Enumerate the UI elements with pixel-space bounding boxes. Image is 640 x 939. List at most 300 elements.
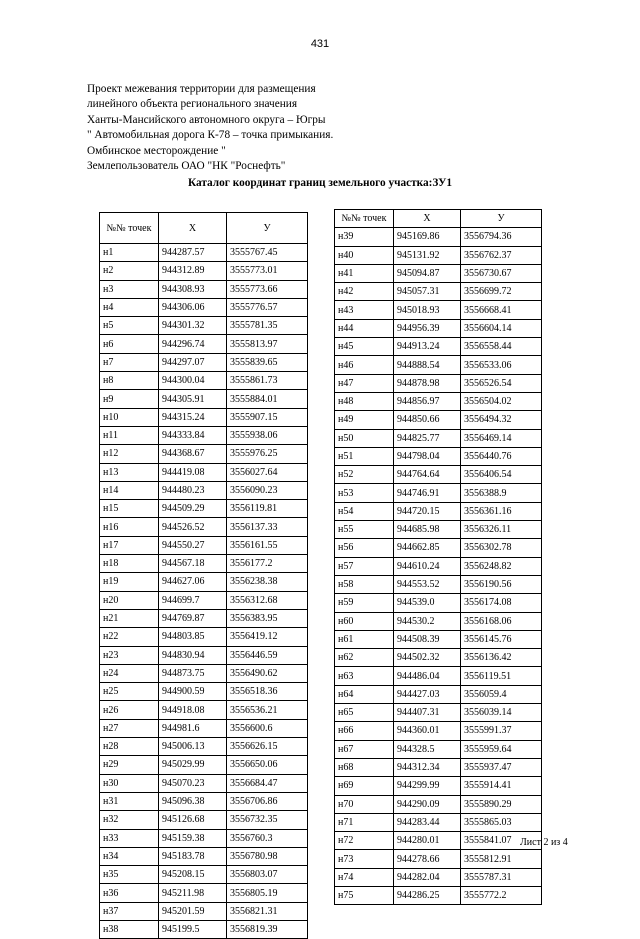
y-coordinate-cell: 3555937.47: [461, 758, 542, 776]
x-coordinate-cell: 944296.74: [159, 335, 227, 353]
table-row: [100, 518, 308, 536]
y-coordinate-cell: 3556819.39: [227, 920, 308, 938]
table-row: [335, 301, 542, 319]
page-number: 431: [310, 38, 330, 50]
table-row: [335, 777, 542, 795]
x-coordinate-cell: 945159.38: [159, 829, 227, 847]
point-id-cell: н17: [100, 536, 159, 554]
y-coordinate-cell: 3556145.76: [461, 630, 542, 648]
table-row: [335, 758, 542, 776]
y-coordinate-cell: 3556803.07: [227, 866, 308, 884]
table-row: [335, 649, 542, 667]
point-id-cell: н69: [335, 777, 394, 795]
table-row: [335, 502, 542, 520]
table-row: [100, 866, 308, 884]
x-coordinate-cell: 944333.84: [159, 426, 227, 444]
point-id-cell: н65: [335, 704, 394, 722]
y-coordinate-cell: 3556383.95: [227, 609, 308, 627]
y-coordinate-cell: 3555914.41: [461, 777, 542, 795]
x-coordinate-cell: 944913.24: [394, 338, 461, 356]
point-id-cell: н59: [335, 594, 394, 612]
point-id-cell: н73: [335, 850, 394, 868]
y-coordinate-cell: 3556059.4: [461, 685, 542, 703]
column-header-y: У: [461, 210, 542, 228]
x-coordinate-cell: 944685.98: [394, 521, 461, 539]
point-id-cell: н1: [100, 244, 159, 262]
point-id-cell: н62: [335, 649, 394, 667]
point-id-cell: н8: [100, 372, 159, 390]
table-header-row: [100, 213, 308, 244]
table-row: [335, 246, 542, 264]
project-header: [87, 82, 447, 174]
y-coordinate-cell: 3556626.15: [227, 738, 308, 756]
header-line: линейного объекта регионального значения: [87, 98, 298, 111]
x-coordinate-cell: 944526.52: [159, 518, 227, 536]
x-coordinate-cell: 944769.87: [159, 609, 227, 627]
table-row: [335, 411, 542, 429]
y-coordinate-cell: 3556137.33: [227, 518, 308, 536]
point-id-cell: н2: [100, 262, 159, 280]
point-id-cell: н16: [100, 518, 159, 536]
catalog-title: Каталог координат границ земельного участка:ЗУ1: [187, 177, 453, 189]
table-row: [335, 850, 542, 868]
coordinates-table-left: [99, 212, 308, 939]
table-row: [100, 353, 308, 371]
point-id-cell: н9: [100, 390, 159, 408]
table-row: [335, 868, 542, 886]
point-id-cell: н67: [335, 740, 394, 758]
y-coordinate-cell: 3556406.54: [461, 466, 542, 484]
point-id-cell: н34: [100, 847, 159, 865]
table-row: [100, 920, 308, 938]
x-coordinate-cell: 944662.85: [394, 539, 461, 557]
x-coordinate-cell: 944981.6: [159, 719, 227, 737]
point-id-cell: н38: [100, 920, 159, 938]
x-coordinate-cell: 945131.92: [394, 246, 461, 264]
table-row: [335, 484, 542, 502]
x-coordinate-cell: 944530.2: [394, 612, 461, 630]
table-row: [335, 283, 542, 301]
y-coordinate-cell: 3556027.64: [227, 463, 308, 481]
point-id-cell: н39: [335, 228, 394, 246]
table-row: [100, 573, 308, 591]
point-id-cell: н45: [335, 338, 394, 356]
x-coordinate-cell: 944312.89: [159, 262, 227, 280]
x-coordinate-cell: 944508.39: [394, 630, 461, 648]
y-coordinate-cell: 3555812.91: [461, 850, 542, 868]
x-coordinate-cell: 944509.29: [159, 500, 227, 518]
y-coordinate-cell: 3556600.6: [227, 719, 308, 737]
x-coordinate-cell: 944315.24: [159, 408, 227, 426]
x-coordinate-cell: 944299.99: [394, 777, 461, 795]
x-coordinate-cell: 944873.75: [159, 664, 227, 682]
table-row: [100, 426, 308, 444]
x-coordinate-cell: 944798.04: [394, 447, 461, 465]
header-line: Омбинское месторождение ": [87, 144, 226, 157]
y-coordinate-cell: 3556650.06: [227, 756, 308, 774]
y-coordinate-cell: 3555991.37: [461, 722, 542, 740]
y-coordinate-cell: 3556794.36: [461, 228, 542, 246]
table-row: [100, 536, 308, 554]
table-row: [100, 463, 308, 481]
point-id-cell: н26: [100, 701, 159, 719]
point-id-cell: н19: [100, 573, 159, 591]
x-coordinate-cell: 944368.67: [159, 445, 227, 463]
table-row: [100, 884, 308, 902]
point-id-cell: н27: [100, 719, 159, 737]
column-header-y: У: [227, 213, 308, 244]
header-line: Проект межевания территории для размещения: [87, 83, 316, 95]
x-coordinate-cell: 944300.04: [159, 372, 227, 390]
table-row: [335, 539, 542, 557]
column-header-point: №№ точек: [100, 213, 159, 244]
x-coordinate-cell: 945029.99: [159, 756, 227, 774]
point-id-cell: н75: [335, 886, 394, 904]
table-row: [100, 811, 308, 829]
x-coordinate-cell: 944720.15: [394, 502, 461, 520]
header-line: " Автомобильная дорога К-78 – точка примыкания.: [87, 129, 334, 142]
y-coordinate-cell: 3556762.37: [461, 246, 542, 264]
y-coordinate-cell: 3556440.76: [461, 447, 542, 465]
table-row: [335, 795, 542, 813]
y-coordinate-cell: 3556419.12: [227, 628, 308, 646]
y-coordinate-cell: 3556161.55: [227, 536, 308, 554]
y-coordinate-cell: 3556684.47: [227, 774, 308, 792]
point-id-cell: н24: [100, 664, 159, 682]
table-row: [335, 813, 542, 831]
table-row: [335, 612, 542, 630]
table-row: [100, 719, 308, 737]
y-coordinate-cell: 3556730.67: [461, 264, 542, 282]
point-id-cell: н40: [335, 246, 394, 264]
point-id-cell: н46: [335, 356, 394, 374]
table-row: [335, 886, 542, 904]
y-coordinate-cell: 3556699.72: [461, 283, 542, 301]
table-row: [100, 298, 308, 316]
x-coordinate-cell: 944312.34: [394, 758, 461, 776]
sheet-info: Лист 2 из 4: [520, 837, 568, 848]
table-row: [100, 847, 308, 865]
x-coordinate-cell: 945094.87: [394, 264, 461, 282]
y-coordinate-cell: 3556177.2: [227, 555, 308, 573]
x-coordinate-cell: 944360.01: [394, 722, 461, 740]
x-coordinate-cell: 944286.25: [394, 886, 461, 904]
table-row: [335, 575, 542, 593]
x-coordinate-cell: 944297.07: [159, 353, 227, 371]
x-coordinate-cell: 945199.5: [159, 920, 227, 938]
header-line: Ханты-Мансийского автономного округа – Югры: [87, 113, 326, 126]
table-row: [335, 466, 542, 484]
x-coordinate-cell: 944305.91: [159, 390, 227, 408]
point-id-cell: н50: [335, 429, 394, 447]
point-id-cell: н57: [335, 557, 394, 575]
table-row: [335, 338, 542, 356]
point-id-cell: н43: [335, 301, 394, 319]
table-row: [100, 500, 308, 518]
x-coordinate-cell: 944567.18: [159, 555, 227, 573]
table-row: [100, 738, 308, 756]
y-coordinate-cell: 3555976.25: [227, 445, 308, 463]
y-coordinate-cell: 3555776.57: [227, 298, 308, 316]
table-row: [100, 609, 308, 627]
y-coordinate-cell: 3556780.98: [227, 847, 308, 865]
y-coordinate-cell: 3556504.02: [461, 392, 542, 410]
table-row: [335, 319, 542, 337]
y-coordinate-cell: 3556136.42: [461, 649, 542, 667]
table-row: [335, 374, 542, 392]
x-coordinate-cell: 944306.06: [159, 298, 227, 316]
column-header-x: X: [159, 213, 227, 244]
y-coordinate-cell: 3556518.36: [227, 683, 308, 701]
y-coordinate-cell: 3556326.11: [461, 521, 542, 539]
y-coordinate-cell: 3556174.08: [461, 594, 542, 612]
table-row: [335, 685, 542, 703]
y-coordinate-cell: 3556090.23: [227, 481, 308, 499]
point-id-cell: н61: [335, 630, 394, 648]
point-id-cell: н70: [335, 795, 394, 813]
table-row: [100, 646, 308, 664]
column-header-x: X: [394, 210, 461, 228]
x-coordinate-cell: 945201.59: [159, 902, 227, 920]
x-coordinate-cell: 944278.66: [394, 850, 461, 868]
y-coordinate-cell: 3556760.3: [227, 829, 308, 847]
table-row: [335, 594, 542, 612]
y-coordinate-cell: 3556119.81: [227, 500, 308, 518]
table-row: [335, 392, 542, 410]
point-id-cell: н14: [100, 481, 159, 499]
x-coordinate-cell: 944699.7: [159, 591, 227, 609]
y-coordinate-cell: 3555890.29: [461, 795, 542, 813]
y-coordinate-cell: 3556604.14: [461, 319, 542, 337]
point-id-cell: н63: [335, 667, 394, 685]
x-coordinate-cell: 944280.01: [394, 832, 461, 850]
x-coordinate-cell: 945183.78: [159, 847, 227, 865]
table-row: [335, 630, 542, 648]
table-row: [335, 447, 542, 465]
point-id-cell: н60: [335, 612, 394, 630]
point-id-cell: н71: [335, 813, 394, 831]
table-row: [335, 264, 542, 282]
point-id-cell: н15: [100, 500, 159, 518]
y-coordinate-cell: 3555839.65: [227, 353, 308, 371]
point-id-cell: н53: [335, 484, 394, 502]
y-coordinate-cell: 3556446.59: [227, 646, 308, 664]
point-id-cell: н21: [100, 609, 159, 627]
y-coordinate-cell: 3556668.41: [461, 301, 542, 319]
point-id-cell: н52: [335, 466, 394, 484]
x-coordinate-cell: 944283.44: [394, 813, 461, 831]
table-row: [100, 481, 308, 499]
y-coordinate-cell: 3556238.38: [227, 573, 308, 591]
table-row: [335, 429, 542, 447]
point-id-cell: н36: [100, 884, 159, 902]
x-coordinate-cell: 944407.31: [394, 704, 461, 722]
y-coordinate-cell: 3556039.14: [461, 704, 542, 722]
x-coordinate-cell: 944825.77: [394, 429, 461, 447]
x-coordinate-cell: 944480.23: [159, 481, 227, 499]
y-coordinate-cell: 3556558.44: [461, 338, 542, 356]
table-row: [100, 390, 308, 408]
point-id-cell: н49: [335, 411, 394, 429]
coordinates-table-right: [334, 209, 542, 905]
point-id-cell: н35: [100, 866, 159, 884]
y-coordinate-cell: 3555772.2: [461, 886, 542, 904]
point-id-cell: н32: [100, 811, 159, 829]
x-coordinate-cell: 944803.85: [159, 628, 227, 646]
table-row: [100, 756, 308, 774]
y-coordinate-cell: 3555938.06: [227, 426, 308, 444]
point-id-cell: н22: [100, 628, 159, 646]
x-coordinate-cell: 945006.13: [159, 738, 227, 756]
x-coordinate-cell: 944486.04: [394, 667, 461, 685]
x-coordinate-cell: 944878.98: [394, 374, 461, 392]
table-header-row: [335, 210, 542, 228]
table-row: [100, 262, 308, 280]
table-row: [100, 335, 308, 353]
y-coordinate-cell: 3556732.35: [227, 811, 308, 829]
x-coordinate-cell: 944290.09: [394, 795, 461, 813]
x-coordinate-cell: 944627.06: [159, 573, 227, 591]
point-id-cell: н54: [335, 502, 394, 520]
point-id-cell: н12: [100, 445, 159, 463]
y-coordinate-cell: 3555959.64: [461, 740, 542, 758]
x-coordinate-cell: 944856.97: [394, 392, 461, 410]
x-coordinate-cell: 944502.32: [394, 649, 461, 667]
table-row: [335, 704, 542, 722]
table-row: [100, 774, 308, 792]
point-id-cell: н72: [335, 832, 394, 850]
point-id-cell: н41: [335, 264, 394, 282]
y-coordinate-cell: 3555773.66: [227, 280, 308, 298]
point-id-cell: н33: [100, 829, 159, 847]
x-coordinate-cell: 945208.15: [159, 866, 227, 884]
table-row: [100, 701, 308, 719]
point-id-cell: н28: [100, 738, 159, 756]
x-coordinate-cell: 944539.0: [394, 594, 461, 612]
table-row: [100, 244, 308, 262]
x-coordinate-cell: 944427.03: [394, 685, 461, 703]
y-coordinate-cell: 3555884.01: [227, 390, 308, 408]
column-header-point: №№ точек: [335, 210, 394, 228]
point-id-cell: н55: [335, 521, 394, 539]
x-coordinate-cell: 945070.23: [159, 774, 227, 792]
point-id-cell: н25: [100, 683, 159, 701]
table-row: [100, 591, 308, 609]
y-coordinate-cell: 3555781.35: [227, 317, 308, 335]
table-row: [100, 372, 308, 390]
point-id-cell: н11: [100, 426, 159, 444]
table-row: [100, 664, 308, 682]
table-row: [335, 667, 542, 685]
point-id-cell: н51: [335, 447, 394, 465]
point-id-cell: н44: [335, 319, 394, 337]
point-id-cell: н30: [100, 774, 159, 792]
point-id-cell: н68: [335, 758, 394, 776]
y-coordinate-cell: 3556490.62: [227, 664, 308, 682]
y-coordinate-cell: 3556388.9: [461, 484, 542, 502]
y-coordinate-cell: 3555861.73: [227, 372, 308, 390]
x-coordinate-cell: 945126.68: [159, 811, 227, 829]
point-id-cell: н56: [335, 539, 394, 557]
x-coordinate-cell: 944610.24: [394, 557, 461, 575]
point-id-cell: н6: [100, 335, 159, 353]
y-coordinate-cell: 3556119.51: [461, 667, 542, 685]
table-row: [100, 628, 308, 646]
x-coordinate-cell: 944888.54: [394, 356, 461, 374]
y-coordinate-cell: 3556248.82: [461, 557, 542, 575]
y-coordinate-cell: 3555865.03: [461, 813, 542, 831]
y-coordinate-cell: 3556302.78: [461, 539, 542, 557]
x-coordinate-cell: 944956.39: [394, 319, 461, 337]
y-coordinate-cell: 3555813.97: [227, 335, 308, 353]
table-row: [335, 356, 542, 374]
point-id-cell: н42: [335, 283, 394, 301]
y-coordinate-cell: 3556469.14: [461, 429, 542, 447]
table-row: [335, 740, 542, 758]
table-row: [335, 557, 542, 575]
table-row: [100, 317, 308, 335]
x-coordinate-cell: 944830.94: [159, 646, 227, 664]
header-line: Землепользователь ОАО "НК "Роснефть": [87, 160, 286, 173]
x-coordinate-cell: 944553.52: [394, 575, 461, 593]
x-coordinate-cell: 944419.08: [159, 463, 227, 481]
y-coordinate-cell: 3556536.21: [227, 701, 308, 719]
x-coordinate-cell: 944746.91: [394, 484, 461, 502]
point-id-cell: н66: [335, 722, 394, 740]
x-coordinate-cell: 945057.31: [394, 283, 461, 301]
y-coordinate-cell: 3556805.19: [227, 884, 308, 902]
y-coordinate-cell: 3556533.06: [461, 356, 542, 374]
x-coordinate-cell: 944282.04: [394, 868, 461, 886]
y-coordinate-cell: 3555787.31: [461, 868, 542, 886]
point-id-cell: н64: [335, 685, 394, 703]
y-coordinate-cell: 3556706.86: [227, 792, 308, 810]
point-id-cell: н47: [335, 374, 394, 392]
table-row: [335, 832, 542, 850]
point-id-cell: н5: [100, 317, 159, 335]
x-coordinate-cell: 945169.86: [394, 228, 461, 246]
table-row: [335, 521, 542, 539]
point-id-cell: н37: [100, 902, 159, 920]
point-id-cell: н7: [100, 353, 159, 371]
table-row: [100, 829, 308, 847]
y-coordinate-cell: 3556526.54: [461, 374, 542, 392]
table-row: [100, 280, 308, 298]
y-coordinate-cell: 3556361.16: [461, 502, 542, 520]
point-id-cell: н20: [100, 591, 159, 609]
table-row: [335, 722, 542, 740]
x-coordinate-cell: 944850.66: [394, 411, 461, 429]
x-coordinate-cell: 944918.08: [159, 701, 227, 719]
point-id-cell: н10: [100, 408, 159, 426]
point-id-cell: н74: [335, 868, 394, 886]
x-coordinate-cell: 944328.5: [394, 740, 461, 758]
table-row: [100, 445, 308, 463]
point-id-cell: н3: [100, 280, 159, 298]
y-coordinate-cell: 3555773.01: [227, 262, 308, 280]
point-id-cell: н4: [100, 298, 159, 316]
point-id-cell: н48: [335, 392, 394, 410]
table-row: [100, 555, 308, 573]
point-id-cell: н31: [100, 792, 159, 810]
table-row: [100, 792, 308, 810]
y-coordinate-cell: 3556168.06: [461, 612, 542, 630]
point-id-cell: н29: [100, 756, 159, 774]
x-coordinate-cell: 945018.93: [394, 301, 461, 319]
point-id-cell: н13: [100, 463, 159, 481]
y-coordinate-cell: 3555907.15: [227, 408, 308, 426]
y-coordinate-cell: 3555841.07: [461, 832, 542, 850]
